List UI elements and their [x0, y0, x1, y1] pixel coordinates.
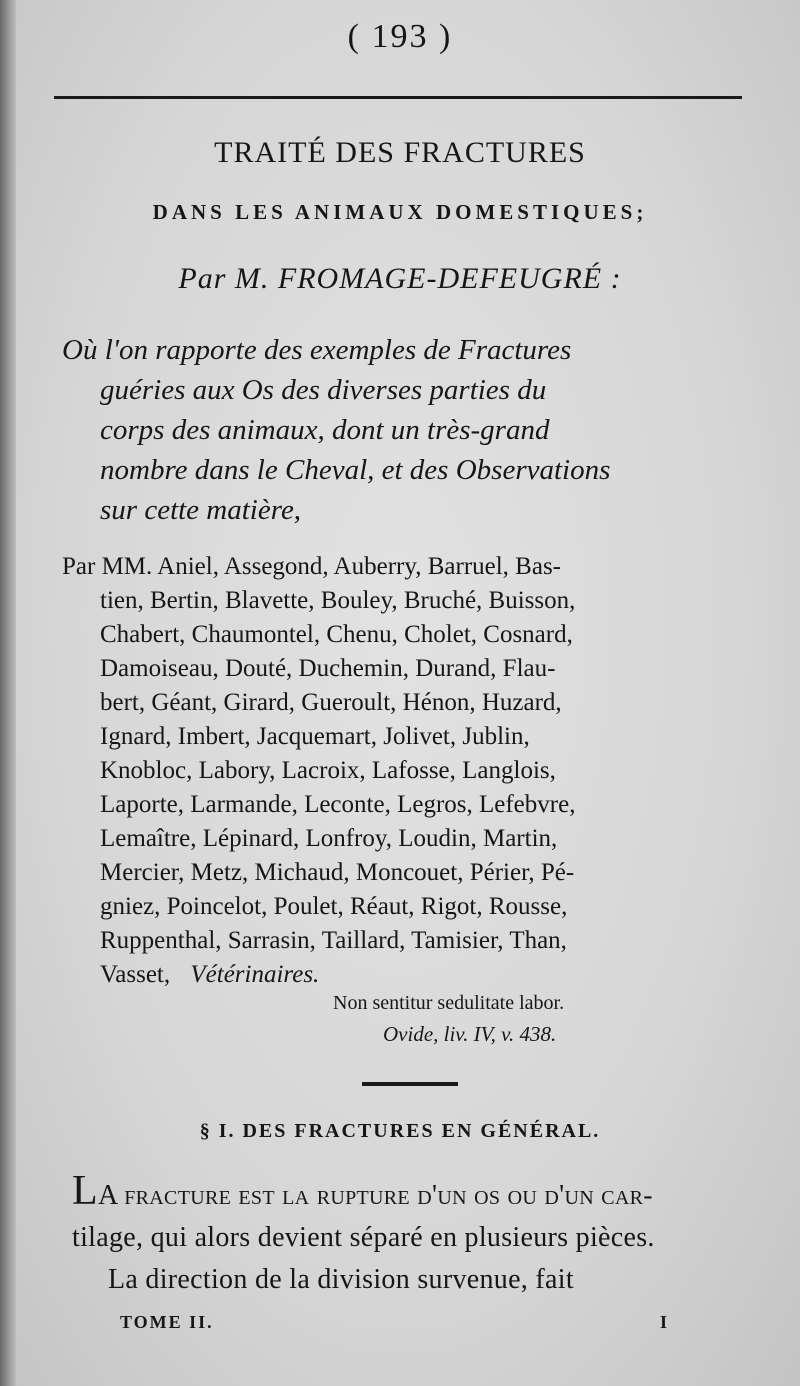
footer-volume: TOME II. [120, 1312, 214, 1332]
contributors-line: Mercier, Metz, Michaud, Moncouet, Périer, Pé- [100, 859, 575, 886]
description-line: guéries aux Os des diverses parties du [100, 374, 547, 406]
page-number: ( 193 ) [347, 18, 453, 55]
footer-signature: I [660, 1312, 670, 1332]
header-rule [54, 96, 742, 99]
section-heading: § I. DES FRACTURES EN GÉNÉRAL. [199, 1120, 601, 1142]
contributors-line: Damoiseau, Douté, Duchemin, Durand, Flau- [100, 655, 556, 682]
contributors-line: Ruppenthal, Sarrasin, Taillard, Tamisier, Than, [100, 927, 567, 954]
contributors-line: Laporte, Larmande, Leconte, Legros, Lefebvre, [100, 791, 576, 818]
body-line: tilage, qui alors devient séparé en plusieurs pièces. [72, 1222, 655, 1253]
contributors-line: Par MM. Aniel, Assegond, Auberry, Barruel, Bas- [62, 553, 562, 580]
description-line: corps des animaux, dont un très-grand [100, 414, 550, 446]
contributors-line: gniez, Poincelot, Poulet, Réaut, Rigot, Rousse, [100, 893, 568, 920]
treatise-title: TRAITÉ DES FRACTURES [214, 136, 586, 169]
treatise-subtitle: DANS LES ANIMAUX DOMESTIQUES; [152, 200, 648, 224]
motto: Non sentitur sedulitate labor. [333, 992, 565, 1014]
description-line: Où l'on rapporte des exemples de Fractures [62, 334, 572, 366]
body-line: La direction de la division survenue, fait [108, 1264, 574, 1295]
body-first-rest: A fracture est la rupture d'un os ou d'un car- [97, 1180, 653, 1211]
description-line: nombre dans le Cheval, et des Observations [100, 454, 611, 486]
treatise-author: Par M. FROMAGE-DEFEUGRÉ : [178, 262, 622, 295]
body-line-first [72, 1170, 653, 1212]
contributors-line: Chabert, Chaumontel, Chenu, Cholet, Cosnard, [100, 621, 573, 648]
contributors-line: Knobloc, Labory, Lacroix, Lafosse, Langlois, [100, 757, 556, 784]
contributors-last-line [100, 961, 319, 989]
contributors-line: Lemaître, Lépinard, Lonfroy, Loudin, Martin, [100, 825, 558, 852]
contributors-line: Ignard, Imbert, Jacquemart, Jolivet, Jublin, [100, 723, 530, 750]
description-line: sur cette matière, [100, 494, 302, 526]
contributors-line: bert, Géant, Girard, Gueroult, Hénon, Huzard, [100, 689, 562, 716]
motto-source: Ovide, liv. IV, v. 438. [383, 1022, 557, 1046]
contributors-line: tien, Bertin, Blavette, Bouley, Bruché, Buisson, [100, 587, 576, 614]
section-rule [362, 1082, 458, 1086]
contributors-role: Vétérinaires. [190, 961, 320, 988]
contributors-last-name: Vasset, [100, 961, 177, 988]
drop-cap: L [72, 1168, 98, 1214]
